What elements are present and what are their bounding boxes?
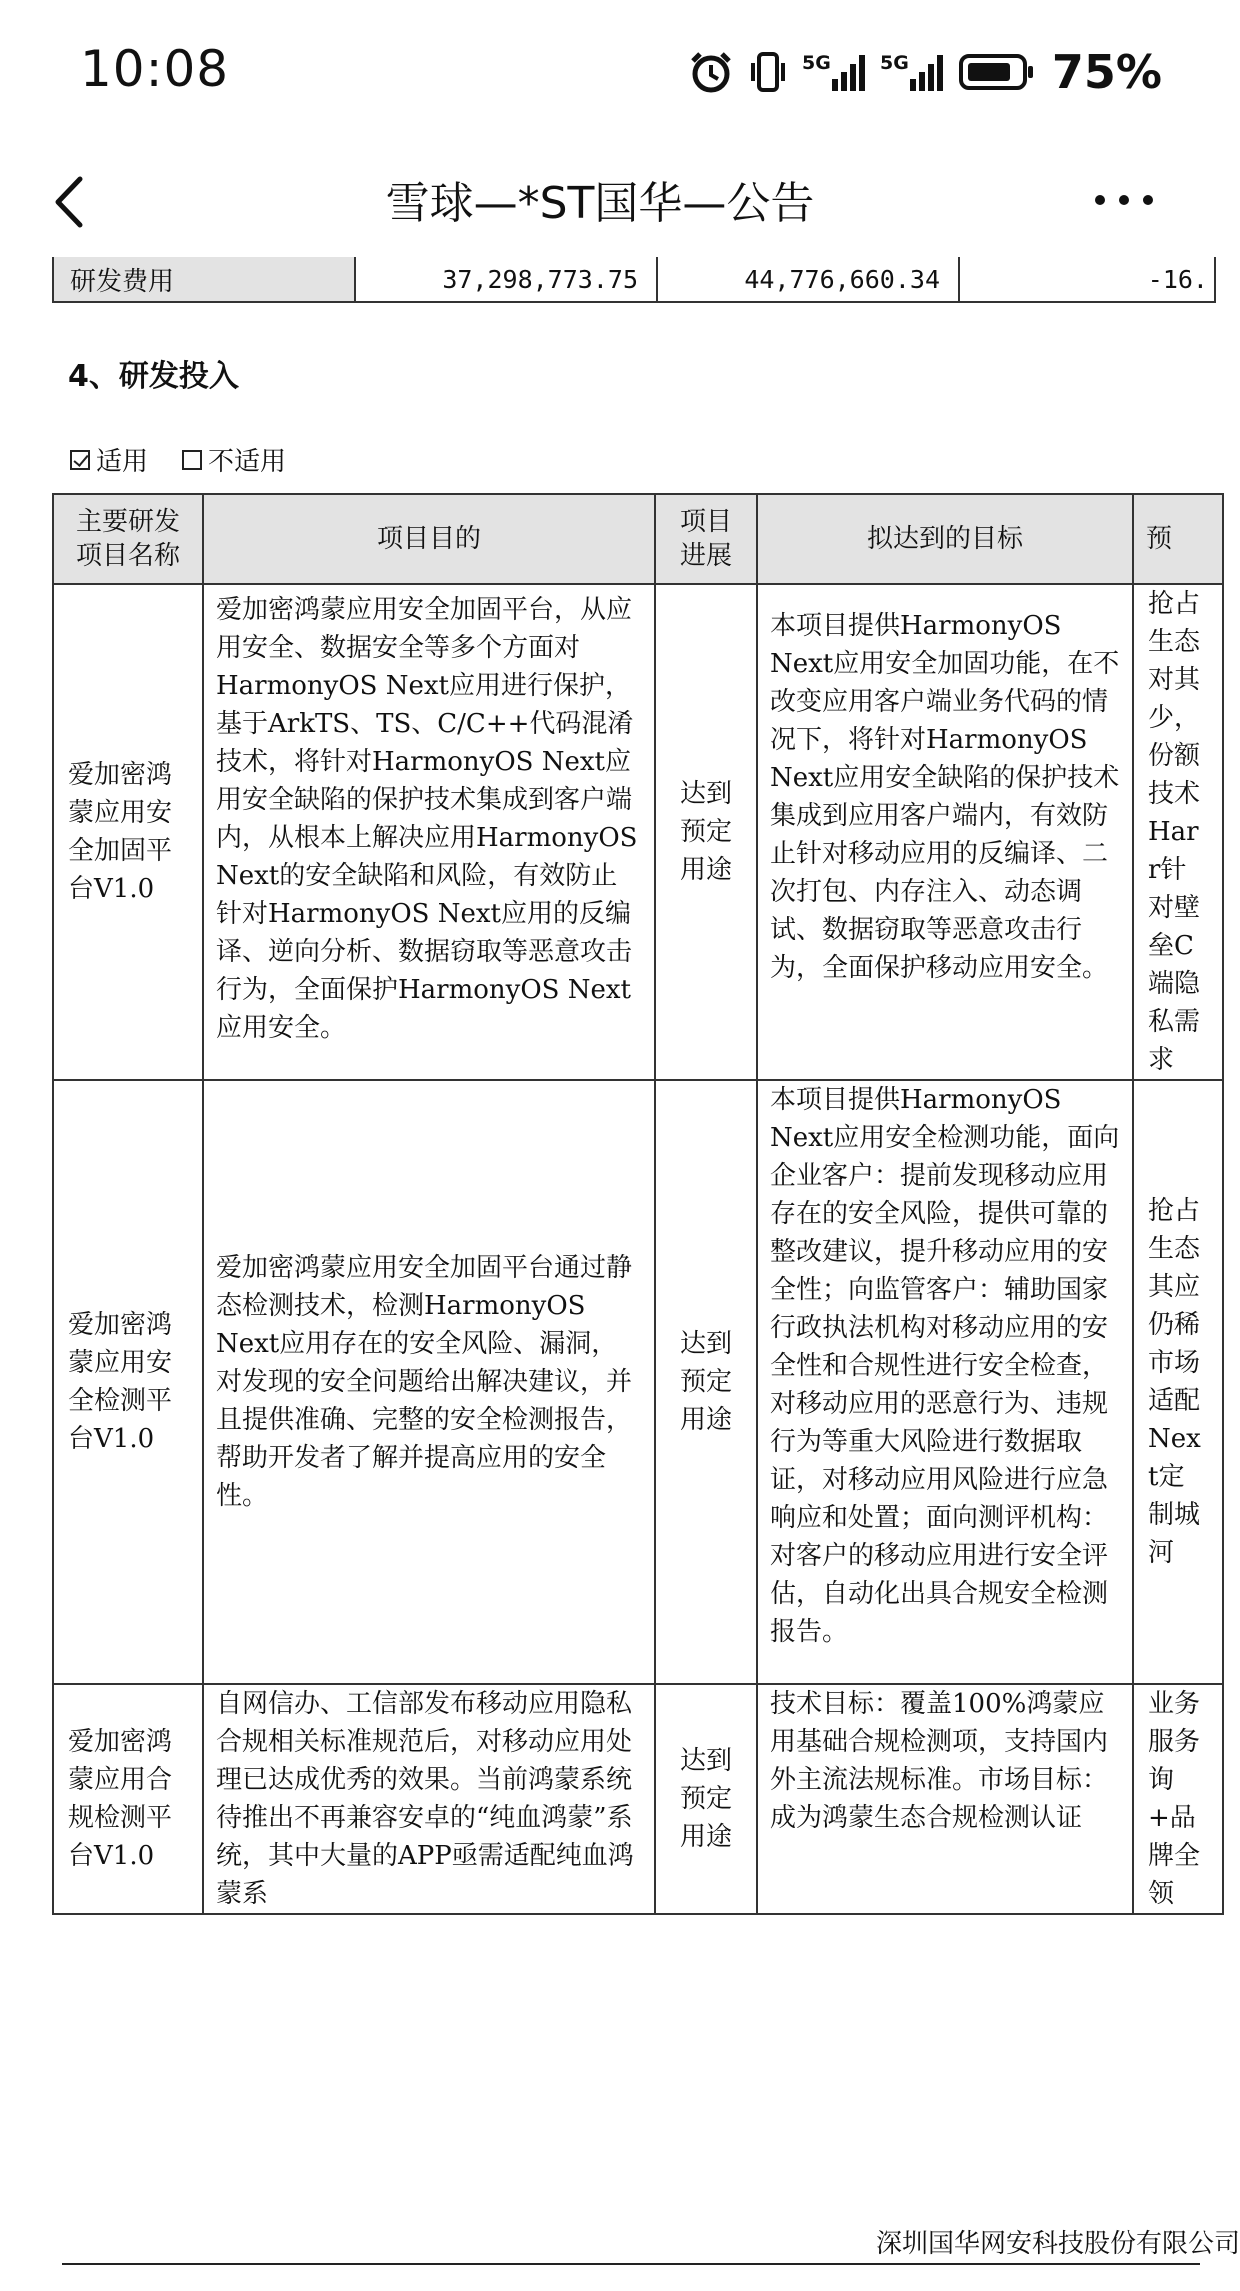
not-applicable-label: 不适用: [208, 447, 287, 477]
project-purpose: 爱加密鸿蒙应用安全加固平台，从应用安全、数据安全等多个方面对HarmonyOS Next应用进行保护，基于ArkTS、TS、C/C++代码混淆技术，将针对HarmonyOS Next应用安全缺陷的保护技术集成到客户端内，从根本上解决应用HarmonyOS Next的安全缺陷和风险，有效防止针对HarmonyOS Next应用的反编译、逆向分析、数据窃取等恶意攻击行为，全面保护HarmonyOS Next应用安全。: [203, 584, 655, 1080]
project-purpose: 爱加密鸿蒙应用安全加固平台通过静态检测技术，检测HarmonyOS Next应用存在的安全风险、漏洞，对发现的安全问题给出解决建议，并且提供准确、完整的安全检测报告，帮助开发者了解并提高应用的安全性。: [203, 1080, 655, 1684]
project-name: 爱加密鸿蒙应用安全加固平台V1.0: [53, 584, 203, 1080]
checked-box-icon: [70, 450, 90, 470]
project-goal: 本项目提供HarmonyOS Next应用安全加固功能，在不改变应用客户端业务代码的情况下，将针对HarmonyOS Next应用安全缺陷的保护技术集成到应用客户端内，有效防止针对移动应用的反编译、二次打包、内存注入、动态调试、数据窃取等恶意攻击行为，全面保护移动应用安全。: [757, 584, 1133, 1080]
rd-expense-current: 37,298,773.75: [356, 257, 658, 301]
project-progress: 达到预定用途: [655, 1684, 757, 1914]
applicable-label: 适用: [96, 447, 149, 477]
more-options-icon[interactable]: [1084, 175, 1164, 225]
header-project-purpose: 项目目的: [203, 494, 655, 584]
page-title: 雪球—*ST国华—公告: [385, 178, 815, 229]
nav-bar: [0, 145, 1200, 257]
unchecked-box-icon: [182, 450, 202, 470]
project-clipped-col: 抢占生态其应仍稀市场适配Next定制城河: [1133, 1080, 1223, 1684]
header-target-goal: 拟达到的目标: [757, 494, 1133, 584]
document-view[interactable]: [0, 257, 1240, 2291]
battery-icon: [958, 52, 1036, 92]
header-clipped: 预: [1133, 494, 1223, 584]
company-footer: 深圳国华网安科技股份有限公司: [875, 2229, 1240, 2259]
rd-expense-previous: 44,776,660.34: [658, 257, 960, 301]
signal-5g-icon-2: [880, 49, 944, 95]
rd-expense-label: 研发费用: [54, 257, 356, 301]
project-progress: 达到预定用途: [655, 1080, 757, 1684]
section-title: 4、研发投入: [68, 359, 239, 394]
svg-text:5G: 5G: [879, 52, 909, 74]
footer-divider: [62, 2263, 1200, 2265]
project-clipped-col: 抢占生态对其少，份额技术Harr针对壁垒C端隐私需求: [1133, 584, 1223, 1080]
project-purpose: 自网信办、工信部发布移动应用隐私合规相关标准规范后，对移动应用处理已达成优秀的效果。当前鸿蒙系统待推出不再兼容安卓的“纯血鸿蒙”系统，其中大量的APP亟需适配纯血鸿蒙系: [203, 1684, 655, 1914]
project-clipped-col: 业务服务询+品牌全领: [1133, 1684, 1223, 1914]
project-name: 爱加密鸿蒙应用安全检测平台V1.0: [53, 1080, 203, 1684]
battery-percent: 75%: [1051, 45, 1162, 99]
signal-5g-icon: [802, 49, 866, 95]
status-time: 10:08: [80, 40, 230, 98]
project-goal: 本项目提供HarmonyOS Next应用安全检测功能，面向企业客户：提前发现移动应用存在的安全风险，提供可靠的整改建议，提升移动应用的安全性；向监管客户：辅助国家行政执法机构对移动应用的安全性和合规性进行安全检查，对移动应用的恶意行为、违规行为等重大风险进行数据取证，对移动应用风险进行应急响应和处置；面向测评机构：对客户的移动应用进行安全评估，自动化出具合规安全检测报告。: [757, 1080, 1133, 1684]
applicability: [70, 441, 286, 478]
table-row: [53, 1684, 1223, 1914]
table-row: [53, 1080, 1223, 1684]
status-icons: [688, 44, 1162, 100]
header-project-progress: 项目 进展: [655, 494, 757, 584]
rd-projects-table: [52, 493, 1224, 1915]
header-project-name: 主要研发 项目名称: [53, 494, 203, 584]
vibrate-icon: [748, 49, 788, 95]
rd-expense-row: [52, 257, 1216, 303]
svg-text:5G: 5G: [801, 52, 831, 74]
table-row: [53, 584, 1223, 1080]
status-bar: [0, 0, 1200, 145]
project-name: 爱加密鸿蒙应用合规检测平台V1.0: [53, 1684, 203, 1914]
project-progress: 达到预定用途: [655, 584, 757, 1080]
rd-expense-change: -16.: [1147, 264, 1208, 294]
alarm-icon: [688, 49, 734, 95]
project-goal: 技术目标：覆盖100%鸿蒙应用基础合规检测项，支持国内外主流法规标准。市场目标：成为鸿蒙生态合规检测认证: [757, 1684, 1133, 1914]
